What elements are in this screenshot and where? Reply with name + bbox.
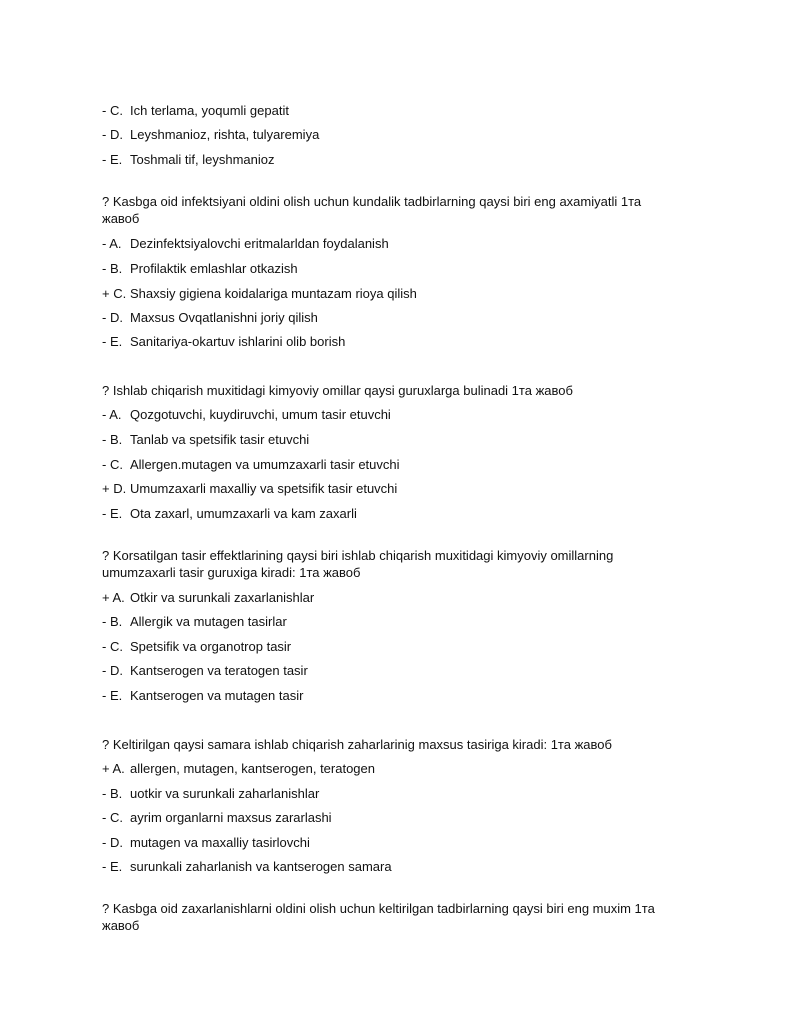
option-mark: - B.	[102, 261, 123, 276]
q4-option-d	[102, 834, 310, 851]
q2-option-c	[102, 456, 400, 473]
q1-option-c	[102, 285, 417, 302]
option-mark: - E.	[102, 506, 123, 521]
option-mark: - B.	[102, 786, 123, 801]
option-mark: - D.	[102, 310, 123, 325]
option-mark: - C.	[102, 103, 123, 118]
option-mark: - E.	[102, 334, 123, 349]
q1-option-d	[102, 309, 318, 326]
option-mark: - C.	[102, 810, 123, 825]
question-1-text: ? Kasbga oid infektsiyani oldini olish uchun kundalik tadbirlarning qaysi biri eng axamiyatli 1та жавоб	[102, 194, 642, 226]
question-5-text: ? Kasbga oid zaxarlanishlarni oldini olish uchun keltirilgan tadbirlarning qaysi biri eng muxim 1та жавоб	[102, 901, 655, 933]
option-mark: + C.	[102, 286, 127, 301]
option-text: Profilaktik emlashlar otkazish	[130, 261, 298, 276]
q2-option-d	[102, 480, 397, 497]
option-text: Qozgotuvchi, kuydiruvchi, umum tasir etuvchi	[130, 407, 391, 422]
option-text: Spetsifik va organotrop tasir	[130, 639, 292, 654]
option-mark: - D.	[102, 663, 123, 678]
q4-option-c	[102, 809, 332, 826]
option-mark: - B.	[102, 614, 123, 629]
option-text: uotkir va surunkali zaharlanishlar	[130, 786, 320, 801]
option-text: Sanitariya-okartuv ishlarini olib borish	[130, 334, 346, 349]
q3-option-b	[102, 613, 287, 630]
q4-option-b	[102, 785, 319, 802]
option-mark: + A.	[102, 761, 125, 776]
q4-option-e	[102, 858, 392, 875]
option-text: mutagen va maxalliy tasirlovchi	[130, 835, 310, 850]
q1-option-b	[102, 260, 298, 277]
option-text: ayrim organlarni maxsus zararlashi	[130, 810, 332, 825]
q1-option-a	[102, 235, 389, 252]
option-text: Dezinfektsiyalovchi eritmalarldan foydalanish	[130, 236, 389, 251]
option-text: allergen, mutagen, kantserogen, teratogen	[130, 761, 376, 776]
intro-option-d	[102, 126, 319, 143]
option-mark: + D.	[102, 481, 127, 496]
q3-option-e	[102, 687, 303, 704]
intro-option-e	[102, 151, 275, 168]
option-mark: - E.	[102, 859, 123, 874]
option-mark: - E.	[102, 688, 123, 703]
option-mark: - A.	[102, 236, 122, 251]
option-mark: - D.	[102, 835, 123, 850]
option-text: Kantserogen va mutagen tasir	[130, 688, 304, 703]
option-mark: - A.	[102, 407, 122, 422]
option-mark: + A.	[102, 590, 125, 605]
option-text: Maxsus Ovqatlanishni joriy qilish	[130, 310, 318, 325]
option-text: Toshmali tif, leyshmanioz	[130, 152, 275, 167]
option-mark: - C.	[102, 639, 123, 654]
question-4-text: ? Keltirilgan qaysi samara ishlab chiqarish zaharlarinig maxsus tasiriga kiradi: 1та жавоб	[102, 737, 612, 752]
q1-option-e	[102, 333, 345, 350]
option-text: Umumzaxarli maxalliy va spetsifik tasir etuvchi	[130, 481, 398, 496]
q3-option-d	[102, 662, 308, 679]
option-text: Leyshmanioz, rishta, tulyaremiya	[130, 127, 320, 142]
option-mark: - D.	[102, 127, 123, 142]
question-3-text: ? Korsatilgan tasir effektlarining qaysi biri ishlab chiqarish muxitidagi kimyoviy omillarning umumzaxarli tasir guruxiga kiradi: 1та жавоб	[102, 548, 614, 580]
option-text: Allergen.mutagen va umumzaxarli tasir etuvchi	[130, 457, 400, 472]
q2-option-b	[102, 431, 309, 448]
option-text: Tanlab va spetsifik tasir etuvchi	[130, 432, 310, 447]
option-text: Kantserogen va teratogen tasir	[130, 663, 308, 678]
q2-option-a	[102, 406, 391, 423]
q3-option-c	[102, 638, 291, 655]
option-mark: - E.	[102, 152, 123, 167]
question-2-text: ? Ishlab chiqarish muxitidagi kimyoviy omillar qaysi guruxlarga bulinadi 1та жавоб	[102, 383, 573, 398]
option-text: Ota zaxarl, umumzaxarli va kam zaxarli	[130, 506, 357, 521]
option-text: surunkali zaharlanish va kantserogen samara	[130, 859, 392, 874]
option-text: Allergik va mutagen tasirlar	[130, 614, 287, 629]
option-text: Shaxsiy gigiena koidalariga muntazam rioya qilish	[130, 286, 417, 301]
q4-option-a	[102, 760, 375, 777]
q3-option-a	[102, 589, 314, 606]
option-mark: - B.	[102, 432, 123, 447]
q2-option-e	[102, 505, 357, 522]
intro-option-c	[102, 102, 289, 119]
option-mark: - C.	[102, 457, 123, 472]
option-text: Ich terlama, yoqumli gepatit	[130, 103, 289, 118]
option-text: Otkir va surunkali zaxarlanishlar	[130, 590, 315, 605]
